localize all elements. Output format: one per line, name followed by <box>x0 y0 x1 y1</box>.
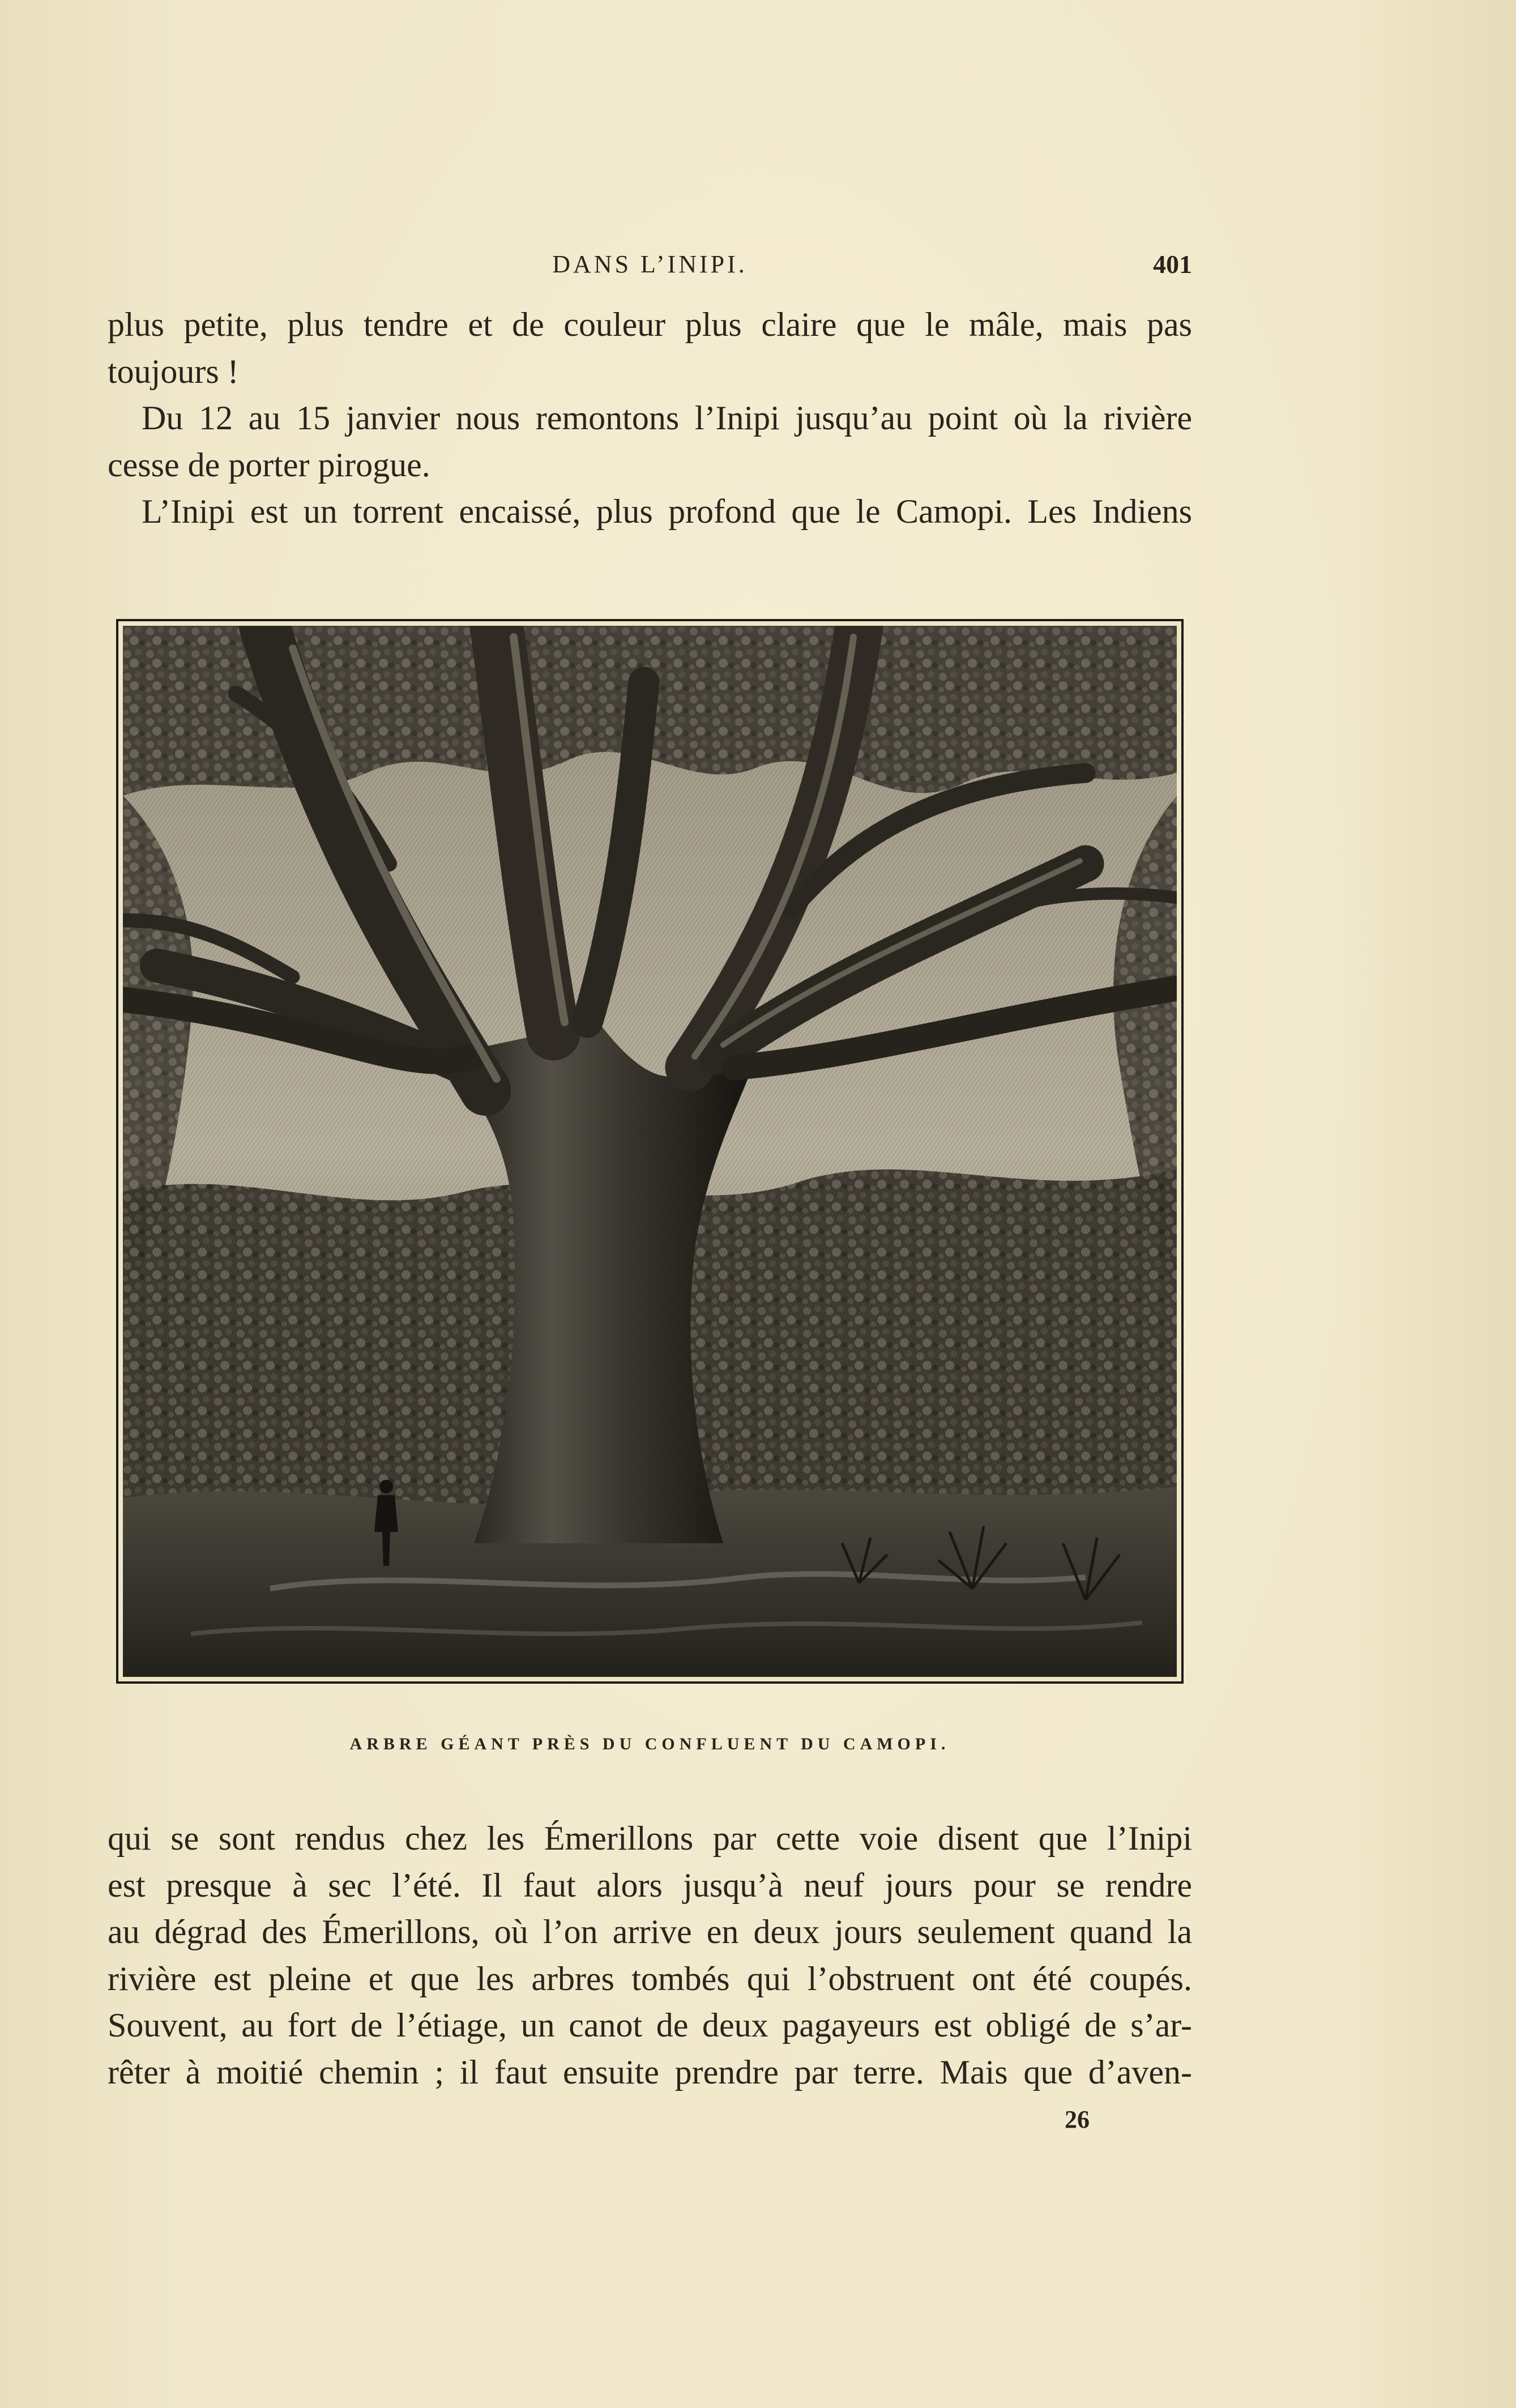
text-line: rivière est pleine et que les arbres tombés qui l’obstruent ont été coupés. <box>108 1959 1192 1997</box>
top-paragraphs <box>108 301 1192 535</box>
running-head: DANS L’INIPI. <box>552 250 748 278</box>
signature-mark: 26 <box>1065 2106 1090 2133</box>
engraving-figure <box>116 619 1184 1684</box>
text-line: qui se sont rendus chez les Émerillons par cette voie disent que l’Inipi <box>108 1820 1192 1857</box>
text-line: au dégrad des Émerillons, où l’on arrive en deux jours seulement quand la <box>108 1913 1192 1950</box>
text-line: rêter à moitié chemin ; il faut ensuite prendre par terre. Mais que d’aven- <box>108 2053 1192 2091</box>
figure-caption: ARBRE GÉANT PRÈS DU CONFLUENT DU CAMOPI. <box>349 1735 950 1753</box>
text-line: Souvent, au fort de l’étiage, un canot de deux pagayeurs est obligé de s’ar- <box>108 2006 1192 2044</box>
page-number: 401 <box>1153 250 1192 279</box>
giant-tree-engraving <box>123 626 1177 1677</box>
bottom-paragraphs <box>108 1815 1192 2095</box>
text-line: plus petite, plus tendre et de couleur plus claire que le mâle, mais pas <box>108 306 1192 343</box>
text-line: toujours ! <box>108 352 239 390</box>
text-line: est presque à sec l’été. Il faut alors jusqu’à neuf jours pour se rendre <box>108 1866 1192 1904</box>
text-line: Du 12 au 15 janvier nous remontons l’Inipi jusqu’au point où la rivière <box>142 399 1192 437</box>
text-line: L’Inipi est un torrent encaissé, plus profond que le Camopi. Les Indiens <box>142 493 1192 530</box>
page-header <box>108 245 1192 284</box>
text-line: cesse de porter pirogue. <box>108 446 430 484</box>
